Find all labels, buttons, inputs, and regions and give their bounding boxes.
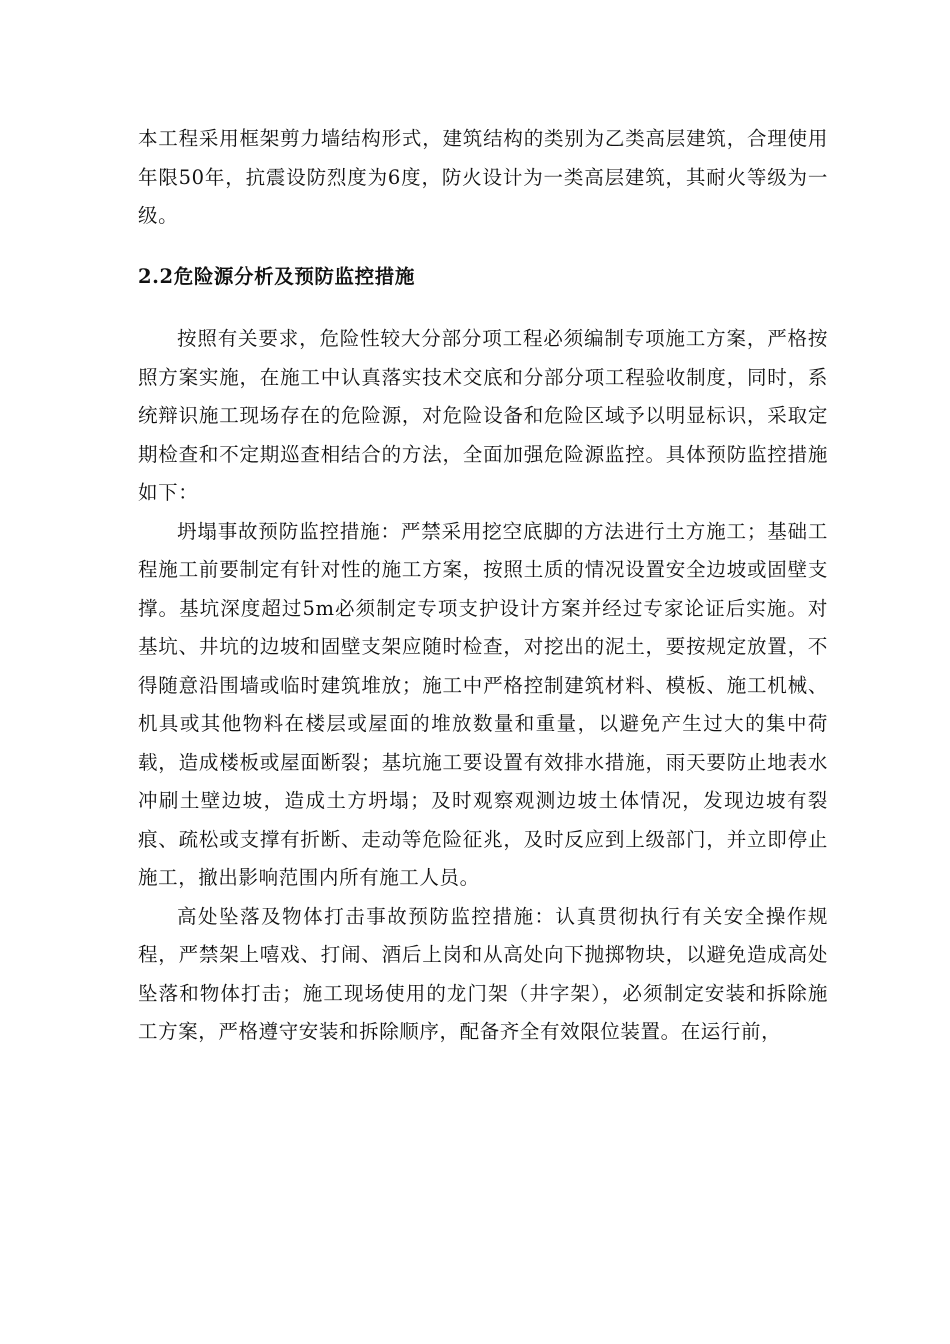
paragraph-structure-intro: 本工程采用框架剪力墙结构形式，建筑结构的类别为乙类高层建筑，合理使用年限50年，抗震设防烈度为6度，防火设计为一类高层建筑，其耐火等级为一级。 [138,127,828,227]
section-heading: 2.2危险源分析及预防监控措施 [138,264,415,288]
paragraph-collapse-prevention: 坍塌事故预防监控措施：严禁采用挖空底脚的方法进行土方施工；基础工程施工前要制定有针对性的施工方案，按照土质的情况设置安全边坡或固壁支撑。基坑深度超过5m必须制定专项支护设计方案并经过专家论证后实施。对基坑、井坑的边坡和固壁支架应随时检查，对挖出的泥土，要按规定放置，不得随意沿围墙或临时建筑堆放；施工中严格控制建筑材料、模板、施工机械、机具或其他物料在楼层或屋面的堆放数量和重量，以避免产生过大的集中荷载，造成楼板或屋面断裂；基坑施工要设置有效排水措施，雨天要防止地表水冲刷土壁边坡，造成土方坍塌；及时观察观测边坡土体情况，发现边坡有裂痕、疏松或支撑有折断、走动等危险征兆，及时反应到上级部门，并立即停止施工，撤出影响范围内所有施工人员。 [138,519,828,889]
paragraph-hazard-overview: 按照有关要求，危险性较大分部分项工程必须编制专项施工方案，严格按照方案实施，在施工中认真落实技术交底和分部分项工程验收制度，同时，系统辩识施工现场存在的危险源，对危险设备和危险区域予以明显标识，采取定期检查和不定期巡查相结合的方法，全面加强危险源监控。具体预防监控措施如下： [138,327,828,504]
paragraph-falling-prevention: 高处坠落及物体打击事故预防监控措施：认真贯彻执行有关安全操作规程，严禁架上嘻戏、打闹、酒后上岗和从高处向下抛掷物块，以避免造成高处坠落和物体打击；施工现场使用的龙门架（井字架），必须制定安装和拆除施工方案，严格遵守安装和拆除顺序，配备齐全有效限位装置。在运行前， [138,904,828,1043]
document-page [138,120,828,1052]
